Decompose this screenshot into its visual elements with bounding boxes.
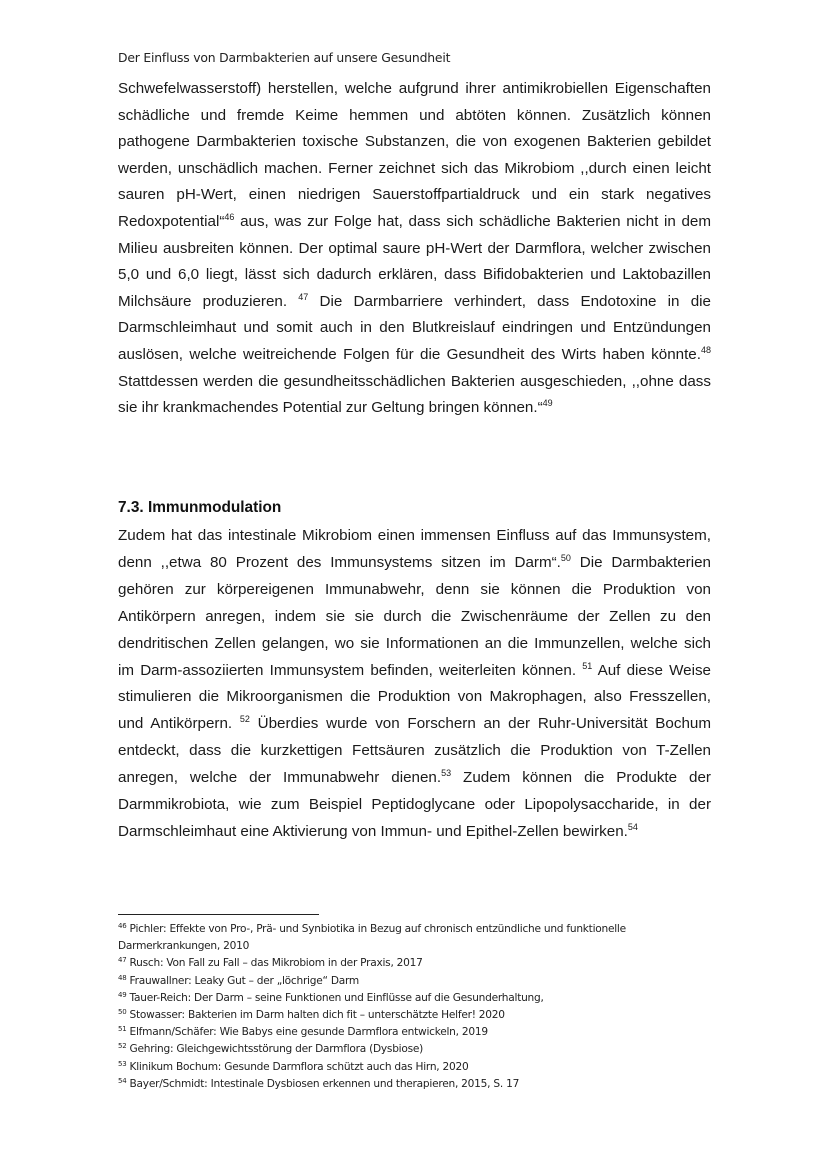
text-run: Zudem hat das intestinale Mikrobiom einen immensen Einfluss auf das Immunsystem, denn ,,etwa 80 Prozent des Immunsystems sitzen im Darm“. [118, 527, 711, 571]
footnote-text: Gehring: Gleichgewichtsstörung der Darmflora (Dysbiose) [126, 1043, 424, 1056]
footnote-51 [118, 1024, 718, 1041]
footnote-text: Klinikum Bochum: Gesunde Darmflora schützt auch das Hirn, 2020 [126, 1060, 469, 1073]
footnote-ref-54[interactable]: 54 [627, 821, 638, 832]
footnote-47 [118, 955, 718, 972]
footnote-text: Rusch: Von Fall zu Fall – das Mikrobiom in der Praxis, 2017 [126, 957, 423, 970]
footnote-ref-48[interactable]: 48 [700, 344, 711, 355]
text-run: Die Darmbakterien gehören zur körpereigenen Immunabwehr, denn sie können die Produktion von Antikörpern anregen, indem sie sie durch die Zwischenräume der Zellen zu den dendritischen Zellen gelangen, wo sie Informationen an die Immunzellen, welche sich im Darm-assoziierten Immunsystem befinden, weiterleiten können. [118, 553, 711, 679]
running-header: Der Einfluss von Darmbakterien auf unsere Gesundheit [118, 50, 451, 65]
footnote-number: 53 [118, 1059, 127, 1068]
footnote-ref-52[interactable]: 52 [239, 714, 250, 725]
footnote-text: Stowasser: Bakterien im Darm halten dich fit – unterschätzte Helfer! 2020 [126, 1009, 505, 1022]
footnote-text: Pichler: Effekte von Pro-, Prä- und Synbiotika in Bezug auf chronisch entzündliche und funktionelle Darmerkrankungen, 2010 [118, 923, 626, 953]
text-run: Überdies wurde von Forschern an der Ruhr-Universität Bochum entdeckt, dass die kurzkettigen Fettsäuren zusätzlich die Produktion von T-Zellen anregen, welche der Immunabwehr dienen. [118, 715, 712, 787]
footnote-53 [118, 1059, 718, 1076]
footnote-number: 54 [118, 1076, 127, 1085]
footnote-ref-51[interactable]: 51 [582, 660, 593, 671]
footnote-number: 47 [118, 956, 127, 965]
footnote-48 [118, 973, 718, 990]
text-run: Stattdessen werden die gesundheitsschädlichen Bakterien ausgeschieden, ,,ohne dass sie ihr krankmachendes Potential zur Geltung bringen können.“ [118, 372, 711, 417]
footnote-54 [118, 1076, 718, 1093]
footnote-number: 48 [118, 973, 127, 982]
body-paragraph-microbiome-barrier [118, 76, 711, 422]
footnote-50 [118, 1007, 718, 1024]
footnote-ref-53[interactable]: 53 [441, 768, 452, 779]
footnote-52 [118, 1041, 718, 1058]
paragraph [118, 523, 711, 846]
text-run: Die Darmbarriere verhindert, dass Endotoxine in die Darmschleimhaut und somit auch in den Blutkreislauf eindringen und Entzündungen auslösen, welche weitreichende Folgen für die Gesundheit des Wirts haben könnte. [118, 292, 711, 363]
footnote-ref-47[interactable]: 47 [298, 291, 309, 302]
footnotes-list [118, 921, 718, 1093]
footnote-text: Frauwallner: Leaky Gut – der „löchrige“ Darm [126, 974, 359, 987]
footnote-number: 52 [118, 1042, 127, 1051]
footnote-text: Bayer/Schmidt: Intestinale Dysbiosen erkennen und therapieren, 2015, S. 17 [126, 1077, 520, 1090]
footnote-text: Elfmann/Schäfer: Wie Babys eine gesunde Darmflora entwickeln, 2019 [126, 1026, 488, 1039]
footnote-number: 49 [118, 990, 127, 999]
footnote-separator [118, 914, 319, 915]
footnote-46 [118, 921, 718, 955]
footnote-49 [118, 990, 718, 1007]
text-run: aus, was zur Folge hat, dass sich schädliche Bakterien nicht in dem Milieu ausbreiten können. Der optimal saure pH-Wert der Darmflora, welcher zwischen 5,0 und 6,0 liegt, lässt sich dadurch erklären, dass Bifidobakterien und Laktobazillen Milchsäure produzieren. [118, 212, 711, 310]
footnote-ref-46[interactable]: 46 [224, 211, 235, 222]
body-paragraph-immunmodulation [118, 523, 711, 846]
section-heading-immunmodulation: 7.3. Immunmodulation [118, 499, 282, 516]
footnote-text: Tauer-Reich: Der Darm – seine Funktionen und Einflüsse auf die Gesunderhaltung, [126, 991, 544, 1004]
footnote-number: 51 [118, 1025, 127, 1034]
footnote-number: 46 [118, 922, 127, 930]
text-run: Schwefelwasserstoff) herstellen, welche aufgrund ihrer antimikrobiellen Eigenschaften schädliche und fremde Keime hemmen und abtöten können. Zusätzlich können pathogene Darmbakterien toxische Substanzen, die von exogenen Bakterien gebildet werden, unschädlich machen. Ferner zeichnet sich das Mikrobiom ,,durch einen leicht sauren pH-Wert, einen niedrigen Sauerstoffpartialdruck und ein stark negatives Redoxpotential“ [118, 80, 711, 230]
footnote-ref-50[interactable]: 50 [560, 552, 571, 563]
paragraph [118, 76, 711, 422]
footnote-number: 50 [118, 1008, 127, 1017]
text-run: Zudem können die Produkte der Darmmikrobiota, wie zum Beispiel Peptidoglycane oder Lipopolysaccharide, in der Darmschleimhaut eine Aktivierung von Immun- und Epithel-Zellen bewirken. [118, 769, 711, 840]
text-run: Auf diese Weise stimulieren die Mikroorganismen die Produktion von Makrophagen, also Fresszellen, und Antikörpern. [118, 661, 711, 733]
footnote-ref-49[interactable]: 49 [542, 398, 553, 409]
